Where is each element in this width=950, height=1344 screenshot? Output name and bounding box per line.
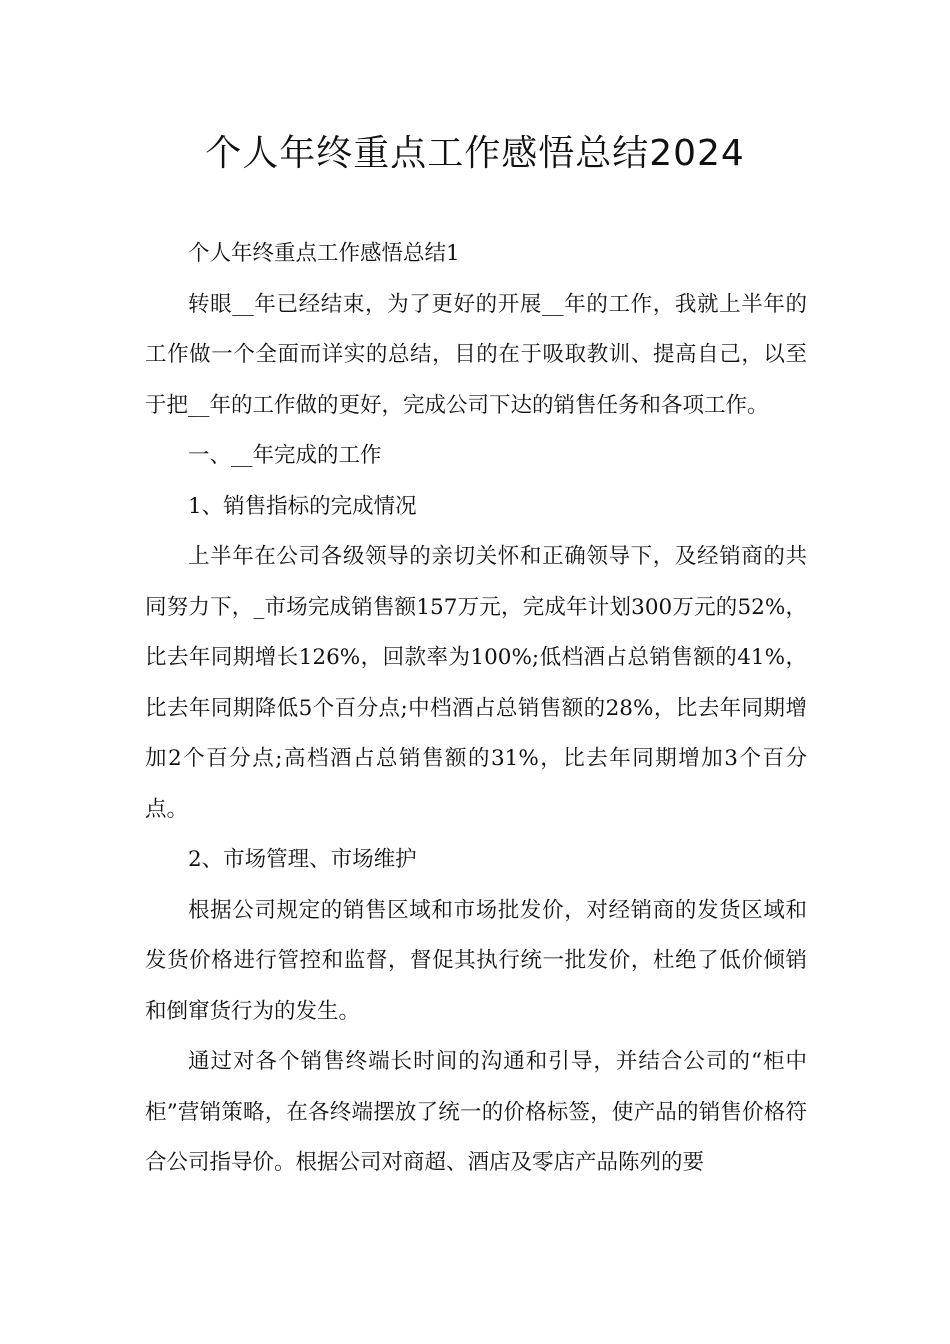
section-heading: 一、__年完成的工作: [188, 443, 382, 468]
paragraph: 转眼__年已经结束，为了更好的开展__年的工作，我就上半年的工作做一个全面而详实的总结，目的在于吸取教训、提高自己，以至于把__年的工作做的更好，完成公司下达的销售任务和各项工作。: [145, 291, 807, 418]
paragraph: 上半年在公司各级领导的亲切关怀和正确领导下，及经销商的共同努力下，_市场完成销售额157万元，完成年计划300万元的52%，比去年同期增长126%，回款率为100%;低档酒占总销售额的41%，比去年同期降低5个百分点;中档酒占总销售额的28%，比去年同期增加2个百分点;高档酒占总销售额的31%，比去年同期增加3个百分点。: [145, 544, 807, 822]
paragraph: 通过对各个销售终端长时间的沟通和引导，并结合公司的“柜中柜”营销策略，在各终端摆放了统一的价格标签，使产品的销售价格符合公司指导价。根据公司对商超、酒店及零店产品陈列的要: [145, 1049, 807, 1175]
section-heading: 个人年终重点工作感悟总结1: [188, 241, 460, 266]
document-title: 个人年终重点工作感悟总结2024: [205, 133, 745, 174]
section-heading: 1、销售指标的完成情况: [188, 493, 417, 519]
section-heading: 2、市场管理、市场维护: [188, 847, 417, 872]
document-body: [145, 229, 807, 1189]
paragraph: 根据公司规定的销售区域和市场批发价，对经销商的发货区域和发货价格进行管控和监督，督促其执行统一批发价，杜绝了低价倾销和倒窜货行为的发生。: [145, 897, 807, 1024]
